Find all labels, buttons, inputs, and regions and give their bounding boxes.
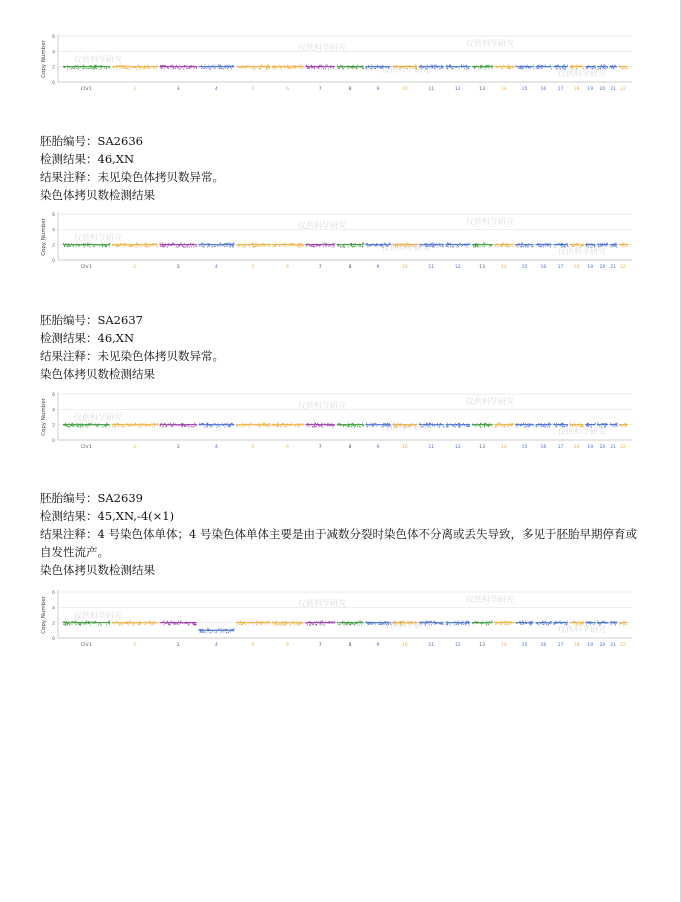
watermark: 仪供科学研究 <box>558 247 606 256</box>
chromosome-label: 22 <box>620 643 626 648</box>
chromosome-label: 3 <box>176 87 180 92</box>
chromosome-label: 7 <box>318 643 322 648</box>
chromosome-segment <box>160 621 197 626</box>
chromosome-segment <box>337 423 364 428</box>
chromosome-segment <box>236 65 270 70</box>
y-tick-label: 2 <box>52 243 55 249</box>
chromosome-segment <box>63 243 110 248</box>
chromosome-label: 18 <box>573 265 580 270</box>
chromosome-segment <box>515 621 533 626</box>
chromosome-segment <box>536 423 552 428</box>
chromosome-segment <box>160 65 198 70</box>
chromosome-label: 6 <box>286 445 290 450</box>
section-heading: 染色体拷贝数检测结果 <box>40 563 155 577</box>
chromosome-label: 2 <box>133 445 137 450</box>
watermark: 仪供科学研究 <box>382 243 430 252</box>
chromosome-label: 7 <box>318 445 322 450</box>
chromosome-label: 21 <box>610 265 617 270</box>
chromosome-label: 3 <box>176 265 180 270</box>
chromosome-segment <box>199 65 234 70</box>
watermark: 仪供科学研究 <box>558 427 606 436</box>
section-heading: 染色体拷贝数检测结果 <box>40 188 155 202</box>
chromosome-segment <box>63 423 110 428</box>
plot-svg <box>38 588 634 650</box>
chromosome-segment <box>515 65 534 70</box>
chromosome-segment <box>472 621 493 626</box>
chromosome-label: 13 <box>479 87 486 92</box>
chromosome-segment <box>536 65 552 70</box>
watermark: 仪供科学研究 <box>466 39 514 48</box>
chromosome-label: 15 <box>521 445 528 450</box>
copy-number-plot-0 <box>38 32 634 94</box>
copy-number-plot-3 <box>38 588 634 650</box>
chromosome-label: 8 <box>348 265 352 270</box>
chromosome-label: 10 <box>401 87 408 92</box>
chromosome-segment <box>272 621 304 626</box>
chromosome-label: 19 <box>587 445 594 450</box>
chromosome-segment <box>160 243 197 248</box>
y-axis-label: Copy Number <box>41 398 47 436</box>
chromosome-segment <box>272 423 304 428</box>
embryo-info-sa2637 <box>40 311 640 383</box>
y-tick-label: 4 <box>52 50 55 56</box>
chromosome-label: 19 <box>587 265 594 270</box>
chromosome-segment <box>472 243 493 248</box>
chromosome-segment <box>337 65 364 70</box>
chromosome-label: 7 <box>318 87 322 92</box>
chromosome-segment <box>446 423 470 428</box>
chromosome-label: 15 <box>521 87 528 92</box>
chromosome-label: 13 <box>479 643 486 648</box>
chromosome-label: 21 <box>610 643 617 648</box>
chromosome-label: 9 <box>376 445 380 450</box>
chromosome-label: 21 <box>610 87 617 92</box>
chromosome-label: 3 <box>176 445 180 450</box>
watermark: 仪供科学研究 <box>74 233 122 242</box>
chromosome-segment <box>63 65 111 70</box>
watermark: 仪供科学研究 <box>466 595 514 604</box>
y-tick-label: 6 <box>52 213 55 218</box>
chromosome-label: 12 <box>454 265 461 270</box>
chromosome-segment <box>272 243 304 248</box>
chromosome-label: Chr1 <box>80 265 92 270</box>
result-note: 结果注释：未见染色体拷贝数异常。 <box>40 349 224 363</box>
chromosome-segment <box>305 621 335 626</box>
chromosome-segment <box>112 423 158 428</box>
chromosome-label: 14 <box>500 87 507 92</box>
watermark: 仪供科学研究 <box>558 69 606 78</box>
chromosome-label: 9 <box>376 643 380 648</box>
chromosome-segment <box>236 423 271 428</box>
y-tick-label: 4 <box>52 228 55 234</box>
chromosome-segment <box>619 621 627 626</box>
plot-svg <box>38 210 634 272</box>
copy-number-plot-1 <box>38 210 634 272</box>
chromosome-segment <box>472 65 493 70</box>
y-tick-label: 2 <box>52 621 55 627</box>
chromosome-label: 17 <box>557 445 564 450</box>
embryo-id: 胚胎编号：SA2636 <box>40 134 143 148</box>
chromosome-segment <box>446 243 471 248</box>
chromosome-label: 4 <box>214 445 218 450</box>
chromosome-segment <box>494 423 513 428</box>
y-axis-label: Copy Number <box>41 40 47 78</box>
watermark: 仪供科学研究 <box>298 599 346 608</box>
watermark: 仪供科学研究 <box>382 621 430 630</box>
chromosome-segment <box>515 423 534 428</box>
chromosome-segment <box>63 621 110 626</box>
chromosome-label: 9 <box>376 87 380 92</box>
chromosome-segment <box>536 243 552 248</box>
embryo-info-sa2639 <box>40 489 640 579</box>
chromosome-label: 5 <box>251 265 255 270</box>
plot-svg <box>38 32 634 94</box>
y-axis-label: Copy Number <box>41 596 47 634</box>
chromosome-segment <box>446 621 470 626</box>
chromosome-label: Chr1 <box>80 87 92 92</box>
chromosome-label: 17 <box>557 643 564 648</box>
watermark: 仪供科学研究 <box>382 65 430 74</box>
chromosome-label: 20 <box>599 643 606 648</box>
chromosome-label: 18 <box>573 643 580 648</box>
chromosome-label: 11 <box>428 643 435 648</box>
chromosome-segment <box>112 621 158 626</box>
watermark: 仪供科学研究 <box>558 625 606 634</box>
chromosome-label: 20 <box>599 445 606 450</box>
chromosome-label: 20 <box>599 265 606 270</box>
chromosome-label: 8 <box>348 445 352 450</box>
chromosome-label: 14 <box>500 445 507 450</box>
chromosome-label: 13 <box>479 265 486 270</box>
chromosome-label: 6 <box>286 643 290 648</box>
result-note: 结果注释：未见染色体拷贝数异常。 <box>40 170 224 184</box>
watermark: 仪供科学研究 <box>298 401 346 410</box>
watermark: 仪供科学研究 <box>74 413 122 422</box>
chromosome-label: 4 <box>214 643 218 648</box>
chromosome-segment <box>199 243 235 248</box>
chromosome-label: 16 <box>540 445 547 450</box>
chromosome-segment <box>619 423 628 427</box>
chromosome-label: 15 <box>521 265 528 270</box>
chromosome-segment <box>236 621 270 626</box>
chromosome-label: 20 <box>599 87 606 92</box>
chromosome-segment <box>199 628 235 633</box>
chromosome-label: 5 <box>251 445 255 450</box>
chromosome-segment <box>112 243 158 248</box>
chromosome-label: 18 <box>573 445 580 450</box>
chromosome-label: 8 <box>348 643 352 648</box>
test-result: 检测结果：46,XN <box>40 331 135 345</box>
chromosome-label: 17 <box>557 87 564 92</box>
chromosome-segment <box>305 243 335 248</box>
chromosome-label: 16 <box>540 643 547 648</box>
chromosome-label: 5 <box>251 87 255 92</box>
chromosome-segment <box>199 423 235 428</box>
y-tick-label: 6 <box>52 393 55 398</box>
chromosome-label: 12 <box>454 445 461 450</box>
chromosome-label: 11 <box>428 265 435 270</box>
chromosome-label: 16 <box>540 265 547 270</box>
y-tick-label: 6 <box>52 35 55 40</box>
chromosome-segment <box>272 65 304 70</box>
y-tick-label: 0 <box>52 637 55 642</box>
chromosome-segment <box>112 65 158 70</box>
chromosome-label: 11 <box>428 87 435 92</box>
chromosome-segment <box>610 621 618 626</box>
chromosome-label: 4 <box>214 87 218 92</box>
chromosome-label: 19 <box>587 87 594 92</box>
chromosome-segment <box>236 243 270 248</box>
chromosome-label: 10 <box>401 643 408 648</box>
chromosome-label: 8 <box>348 87 352 92</box>
chromosome-label: 5 <box>251 643 255 648</box>
watermark: 仪供科学研究 <box>298 43 346 52</box>
y-tick-label: 2 <box>52 423 55 429</box>
chromosome-segment <box>494 621 514 626</box>
chromosome-label: 6 <box>286 265 290 270</box>
chromosome-segment <box>619 243 628 247</box>
chromosome-label: 9 <box>376 265 380 270</box>
y-tick-label: 4 <box>52 408 55 414</box>
chromosome-label: 22 <box>620 87 626 92</box>
embryo-id: 胚胎编号：SA2639 <box>40 491 143 505</box>
chromosome-segment <box>494 65 514 70</box>
chromosome-segment <box>305 423 334 428</box>
chromosome-segment <box>610 423 618 428</box>
plot-svg <box>38 390 634 452</box>
chromosome-segment <box>337 243 364 248</box>
watermark: 仪供科学研究 <box>74 611 122 620</box>
chromosome-label: 6 <box>286 87 290 92</box>
y-tick-label: 0 <box>52 81 55 86</box>
chromosome-label: 2 <box>133 87 137 92</box>
chromosome-segment <box>610 243 618 248</box>
chromosome-label: 14 <box>500 643 507 648</box>
embryo-id: 胚胎编号：SA2637 <box>40 313 143 327</box>
chromosome-label: 7 <box>318 265 322 270</box>
chromosome-segment <box>536 621 552 626</box>
watermark: 仪供科学研究 <box>74 55 122 64</box>
chromosome-segment <box>515 243 533 248</box>
chromosome-label: 13 <box>479 445 486 450</box>
chromosome-segment <box>610 65 617 70</box>
chromosome-label: 18 <box>573 87 580 92</box>
chromosome-label: 3 <box>176 643 180 648</box>
y-tick-label: 0 <box>52 439 55 444</box>
chromosome-label: 19 <box>587 643 594 648</box>
chromosome-segment <box>160 423 198 428</box>
chromosome-label: Chr1 <box>80 643 92 648</box>
y-tick-label: 4 <box>52 606 55 612</box>
chromosome-label: 15 <box>521 643 528 648</box>
section-heading: 染色体拷贝数检测结果 <box>40 367 155 381</box>
chromosome-label: Chr1 <box>80 445 92 450</box>
chromosome-label: 11 <box>428 445 435 450</box>
chromosome-label: 4 <box>214 265 218 270</box>
chromosome-label: 17 <box>557 265 564 270</box>
chromosome-label: 2 <box>133 265 137 270</box>
watermark: 仪供科学研究 <box>298 221 346 230</box>
chromosome-label: 16 <box>540 87 547 92</box>
watermark: 仪供科学研究 <box>466 217 514 226</box>
y-tick-label: 0 <box>52 259 55 264</box>
chromosome-segment <box>446 65 471 70</box>
y-axis-label: Copy Number <box>41 218 47 256</box>
watermark: 仪供科学研究 <box>382 423 430 432</box>
chromosome-segment <box>305 65 335 70</box>
chromosome-label: 12 <box>454 643 461 648</box>
chromosome-label: 14 <box>500 265 507 270</box>
chromosome-segment <box>472 423 493 428</box>
chromosome-segment <box>337 621 364 626</box>
embryo-info-sa2636 <box>40 132 640 204</box>
chromosome-label: 10 <box>401 265 408 270</box>
watermark: 仪供科学研究 <box>466 397 514 406</box>
chromosome-label: 10 <box>401 445 408 450</box>
test-result: 检测结果：46,XN <box>40 152 135 166</box>
chromosome-segment <box>494 243 514 248</box>
test-result: 检测结果：45,XN,-4(×1) <box>40 509 175 523</box>
y-tick-label: 6 <box>52 591 55 596</box>
chromosome-label: 22 <box>620 265 626 270</box>
result-note: 结果注释：4 号染色体单体；4 号染色体单体主要是由于减数分裂时染色体不分离或丢失导致，多见于胚胎早期停育或自发性流产。 <box>40 527 637 559</box>
chromosome-segment <box>619 65 628 70</box>
copy-number-plot-2 <box>38 390 634 452</box>
chromosome-label: 22 <box>620 445 626 450</box>
chromosome-label: 21 <box>610 445 617 450</box>
y-tick-label: 2 <box>52 65 55 71</box>
chromosome-label: 12 <box>454 87 461 92</box>
chromosome-label: 2 <box>133 643 137 648</box>
